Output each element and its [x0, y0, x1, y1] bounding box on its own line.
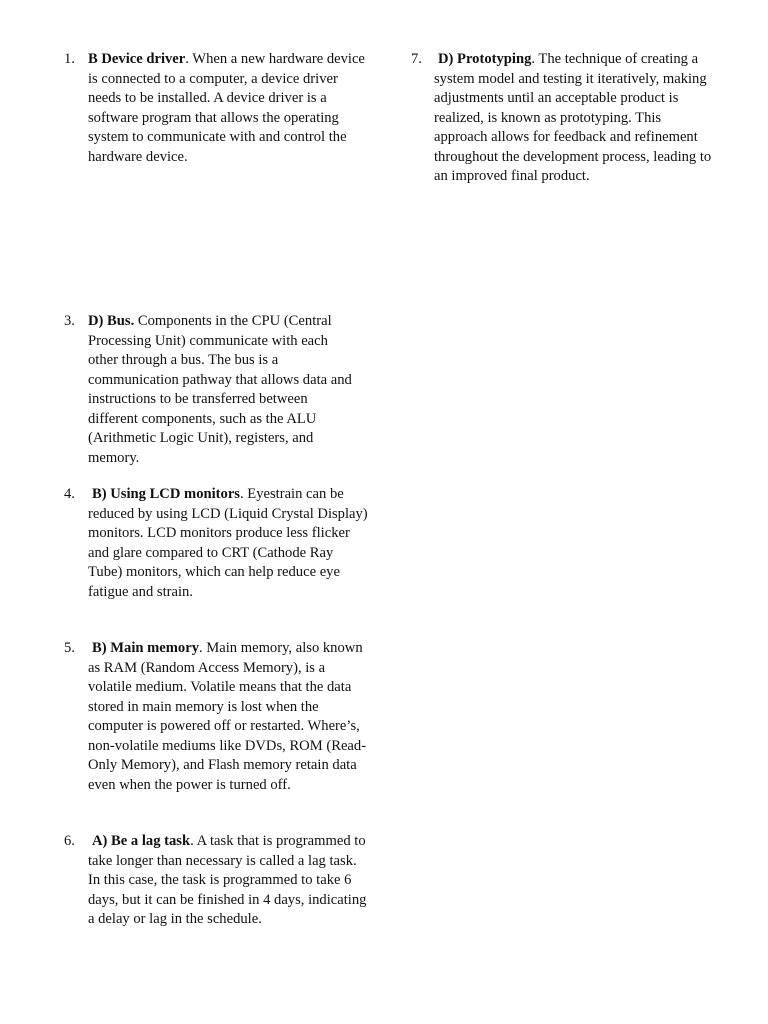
item-body	[88, 485, 370, 602]
item-body	[88, 312, 360, 468]
item-body	[434, 50, 718, 187]
answer-item-1	[64, 50, 374, 167]
answer-explanation: . Eyestrain can be reduced by using LCD (Liquid Crystal Display) monitors. LCD monitors produce less flicker and glare compared to CRT (Cathode Ray Tube) monitors, which can help reduce eye fatigue and strain.	[88, 486, 368, 600]
item-number: 3.	[64, 313, 75, 329]
answer-explanation: . The technique of creating a system model and testing it iteratively, making adjustments until an acceptable product is realized, is known as prototyping. This approach allows for feedback and refinement throughout the development process, leading to an improved final product.	[434, 51, 712, 184]
answer-term: B) Main memory	[92, 640, 199, 656]
item-body	[88, 832, 370, 930]
item-number: 7.	[411, 51, 422, 67]
item-number: 5.	[64, 640, 75, 656]
item-body	[88, 50, 370, 167]
answer-explanation: . A task that is programmed to take longer than necessary is called a lag task. In this case, the task is programmed to take 6 days, but it can be finished in 4 days, indicating a delay or lag in the schedule.	[88, 833, 367, 927]
answer-term: A) Be a lag task	[92, 833, 191, 849]
answer-explanation: . When a new hardware device is connected to a computer, a device driver needs to be installed. A device driver is a software program that allows the operating system to communicate with and control the hardware device.	[88, 51, 365, 165]
answer-term: D) Bus.	[88, 313, 135, 329]
answer-item-5	[64, 639, 374, 795]
item-number: 1.	[64, 51, 75, 67]
item-body	[88, 639, 370, 795]
answer-item-6	[64, 832, 374, 930]
answer-term: D) Prototyping	[438, 51, 532, 67]
item-number: 4.	[64, 486, 75, 502]
answer-term: B Device driver	[88, 51, 186, 67]
answer-explanation: . Main memory, also known as RAM (Random Access Memory), is a volatile medium. Volatile means that the data stored in main memory is lost when the computer is powered off or restarted. Where’s, non-volatile mediums like DVDs, ROM (Read-Only Memory), and Flash memory retain data even when the power is turned off.	[88, 640, 367, 793]
answer-term: B) Using LCD monitors	[92, 486, 240, 502]
answer-item-7	[411, 50, 721, 187]
answer-item-3	[64, 312, 374, 468]
answer-item-4	[64, 485, 374, 602]
answer-explanation: Components in the CPU (Central Processing Unit) communicate with each other through a bus. The bus is a communication pathway that allows data and instructions to be transferred between different components, such as the ALU (Arithmetic Logic Unit), registers, and memory.	[88, 313, 352, 466]
item-number: 6.	[64, 833, 75, 849]
